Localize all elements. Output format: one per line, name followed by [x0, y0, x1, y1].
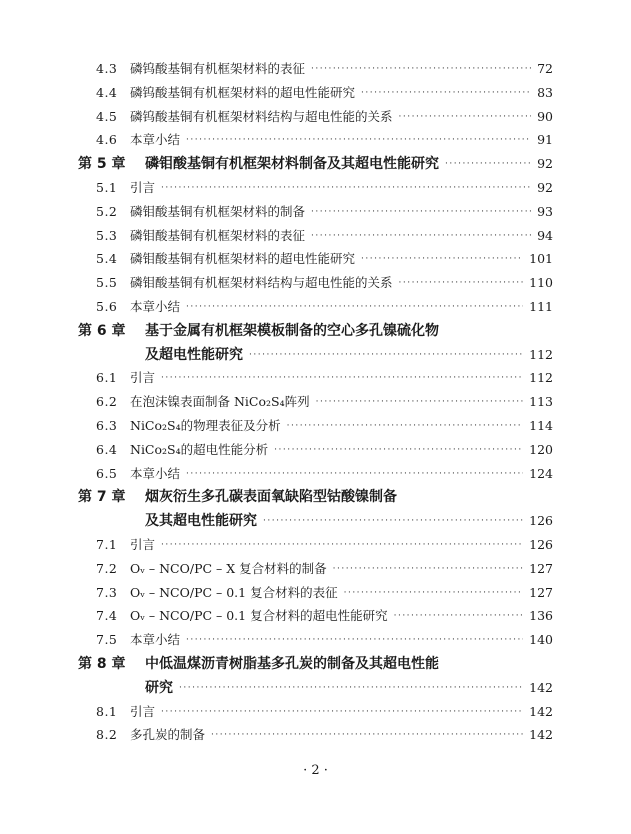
- toc-entry-title: 研究: [145, 679, 173, 696]
- toc-entry-number: 7.2: [96, 560, 118, 576]
- toc-dot-leader: [263, 510, 523, 532]
- toc-section-entry[interactable]: [96, 463, 553, 485]
- toc-entry-title: 磷钼酸基铜有机框架材料制备及其超电性能研究: [145, 156, 439, 173]
- toc-dot-leader: [344, 582, 524, 604]
- toc-entry-number: 5.5: [96, 275, 118, 291]
- toc-entry-title: 本章小结: [130, 465, 181, 481]
- toc-entry-number: 5.2: [96, 203, 118, 219]
- toc-section-entry[interactable]: [96, 439, 553, 461]
- toc-entry-number: 6.4: [96, 441, 118, 457]
- toc-dot-leader: [186, 629, 523, 651]
- toc-entry-page: 136: [529, 608, 553, 624]
- toc-entry-title: 磷钨酸基铜有机框架材料结构与超电性能的关系: [130, 108, 393, 124]
- toc-dot-leader: [287, 415, 524, 437]
- toc-dot-leader: [161, 534, 523, 556]
- toc-entry-title: 本章小结: [130, 632, 181, 648]
- toc-entry-number: 6.1: [96, 370, 118, 386]
- toc-entry-title: 磷钼酸基铜有机框架材料结构与超电性能的关系: [130, 275, 393, 291]
- toc-entry-page: 101: [529, 251, 553, 267]
- page-number-footer: · 2 ·: [303, 763, 328, 778]
- toc-dot-leader: [333, 558, 524, 580]
- toc-dot-leader: [361, 248, 523, 270]
- toc-entry-title: 及超电性能研究: [145, 346, 243, 363]
- toc-dot-leader: [161, 177, 531, 199]
- toc-chapter-entry[interactable]: [78, 653, 553, 675]
- toc-entry-number: 4.3: [96, 61, 118, 76]
- toc-section-entry[interactable]: [96, 177, 553, 199]
- toc-entry-page: 93: [537, 203, 553, 219]
- toc-dot-leader: [399, 106, 532, 128]
- toc-section-entry[interactable]: [96, 296, 553, 318]
- toc-section-entry[interactable]: [96, 272, 553, 294]
- toc-chapter-entry[interactable]: [78, 486, 553, 508]
- toc-section-entry[interactable]: [96, 629, 553, 651]
- toc-entry-number: 第 6 章: [78, 322, 126, 339]
- toc-entry-number: 6.3: [96, 418, 118, 433]
- toc-entry-number: 5.4: [96, 251, 118, 267]
- toc-chapter-entry[interactable]: [78, 153, 553, 175]
- toc-entry-page: 112: [529, 346, 553, 362]
- toc-entry-page: 120: [529, 441, 553, 457]
- toc-entry-page: 111: [529, 299, 553, 314]
- toc-dot-leader: [161, 367, 523, 389]
- toc-dot-leader: [361, 82, 531, 104]
- toc-chapter-continuation[interactable]: [145, 510, 553, 532]
- toc-entry-number: 6.5: [96, 465, 118, 481]
- toc-section-entry[interactable]: [96, 391, 553, 413]
- toc-entry-page: 92: [537, 180, 553, 195]
- toc-entry-page: 113: [529, 394, 553, 410]
- toc-entry-page: 83: [537, 84, 553, 100]
- toc-dot-leader: [186, 296, 523, 318]
- toc-entry-title: Oᵥ – NCO/PC – 0.1 复合材料的超电性能研究: [130, 608, 388, 624]
- toc-dot-leader: [311, 58, 531, 80]
- toc-entry-number: 第 7 章: [78, 489, 126, 506]
- toc-dot-leader: [445, 153, 531, 175]
- toc-entry-number: 7.5: [96, 632, 118, 648]
- toc-entry-page: 142: [529, 727, 553, 743]
- toc-dot-leader: [399, 272, 524, 294]
- toc-entry-number: 8.2: [96, 727, 118, 743]
- toc-section-entry[interactable]: [96, 82, 553, 104]
- toc-entry-page: 126: [529, 537, 553, 552]
- toc-entry-page: 127: [529, 560, 553, 576]
- toc-entry-number: 7.3: [96, 584, 118, 600]
- toc-chapter-entry[interactable]: [78, 320, 553, 342]
- toc-entry-number: 5.1: [96, 180, 118, 195]
- toc-dot-leader: [274, 439, 523, 461]
- toc-entry-page: 124: [529, 465, 553, 481]
- toc-entry-number: 4.4: [96, 84, 118, 100]
- toc-entry-title: 本章小结: [130, 299, 181, 314]
- toc-dot-leader: [161, 701, 523, 723]
- toc-entry-title: 烟灰衍生多孔碳表面氧缺陷型钴酸镍制备: [145, 489, 397, 506]
- toc-section-entry[interactable]: [96, 605, 553, 627]
- toc-entry-number: 第 5 章: [78, 156, 126, 173]
- toc-entry-title: NiCo₂S₄的超电性能分析: [130, 441, 269, 457]
- toc-entry-title: Oᵥ – NCO/PC – X 复合材料的制备: [130, 560, 327, 576]
- toc-dot-leader: [249, 344, 523, 366]
- toc-entry-page: 91: [537, 132, 553, 148]
- toc-entry-page: 114: [529, 418, 553, 433]
- toc-entry-title: 引言: [130, 370, 156, 386]
- toc-entry-page: 110: [529, 275, 553, 291]
- toc-section-entry[interactable]: [96, 534, 553, 556]
- toc-section-entry[interactable]: [96, 201, 553, 223]
- toc-entry-title: 磷钨酸基铜有机框架材料的表征: [130, 61, 306, 76]
- toc-entry-number: 第 8 章: [78, 656, 126, 672]
- toc-entry-title: 中低温煤沥青树脂基多孔炭的制备及其超电性能: [145, 656, 439, 672]
- toc-entry-number: 8.1: [96, 703, 118, 719]
- toc-entry-number: 5.3: [96, 227, 118, 243]
- toc-section-entry[interactable]: [96, 225, 553, 247]
- toc-entry-title: NiCo₂S₄的物理表征及分析: [130, 418, 281, 433]
- toc-section-entry[interactable]: [96, 248, 553, 270]
- toc-entry-page: 92: [537, 156, 553, 172]
- toc-entry-page: 142: [529, 679, 553, 695]
- toc-entry-title: 多孔炭的制备: [130, 727, 206, 743]
- toc-entry-page: 112: [529, 370, 553, 386]
- toc-entry-title: 本章小结: [130, 132, 181, 148]
- toc-entry-page: 72: [537, 61, 553, 76]
- toc-entry-title: 磷钨酸基铜有机框架材料的超电性能研究: [130, 84, 356, 100]
- toc-section-entry[interactable]: [96, 701, 553, 723]
- toc-chapter-continuation[interactable]: [145, 344, 553, 366]
- toc-entry-number: 6.2: [96, 394, 118, 410]
- toc-section-entry[interactable]: [96, 558, 553, 580]
- toc-section-entry[interactable]: [96, 106, 553, 128]
- toc-entry-title: 磷钼酸基铜有机框架材料的表征: [130, 227, 306, 243]
- toc-entry-title: 引言: [130, 180, 156, 195]
- toc-entry-number: 4.6: [96, 132, 118, 148]
- toc-entry-title: 磷钼酸基铜有机框架材料的超电性能研究: [130, 251, 356, 267]
- toc-entry-number: 4.5: [96, 108, 118, 124]
- toc-entry-page: 94: [537, 227, 553, 243]
- toc-entry-number: 5.6: [96, 299, 118, 314]
- toc-dot-leader: [311, 225, 531, 247]
- toc-dot-leader: [186, 463, 523, 485]
- toc-dot-leader: [186, 129, 531, 151]
- toc-dot-leader: [311, 201, 531, 223]
- toc-section-entry[interactable]: [96, 58, 553, 80]
- toc-dot-leader: [316, 391, 524, 413]
- toc-entry-page: 142: [529, 703, 553, 719]
- toc-entry-page: 140: [529, 632, 553, 648]
- toc-dot-leader: [179, 677, 523, 699]
- toc-section-entry[interactable]: [96, 129, 553, 151]
- toc-section-entry[interactable]: [96, 724, 553, 746]
- toc-entry-title: 基于金属有机框架模板制备的空心多孔镍硫化物: [145, 322, 439, 339]
- toc-entry-title: 引言: [130, 703, 156, 719]
- toc-section-entry[interactable]: [96, 367, 553, 389]
- toc-entry-title: 引言: [130, 537, 156, 552]
- toc-entry-number: 7.4: [96, 608, 118, 624]
- toc-section-entry[interactable]: [96, 582, 553, 604]
- toc-entry-title: 磷钼酸基铜有机框架材料的制备: [130, 203, 306, 219]
- toc-entry-number: 7.1: [96, 537, 118, 552]
- toc-section-entry[interactable]: [96, 415, 553, 437]
- toc-entry-page: 127: [529, 584, 553, 600]
- toc-entry-page: 90: [537, 108, 553, 124]
- toc-dot-leader: [394, 605, 524, 627]
- toc-dot-leader: [211, 724, 523, 746]
- toc-chapter-continuation[interactable]: [145, 677, 553, 699]
- toc-entry-title: 在泡沫镍表面制备 NiCo₂S₄阵列: [130, 394, 310, 410]
- toc-entry-title: 及其超电性能研究: [145, 513, 257, 530]
- toc-entry-title: Oᵥ – NCO/PC – 0.1 复合材料的表征: [130, 584, 338, 600]
- toc-entry-page: 126: [529, 513, 553, 529]
